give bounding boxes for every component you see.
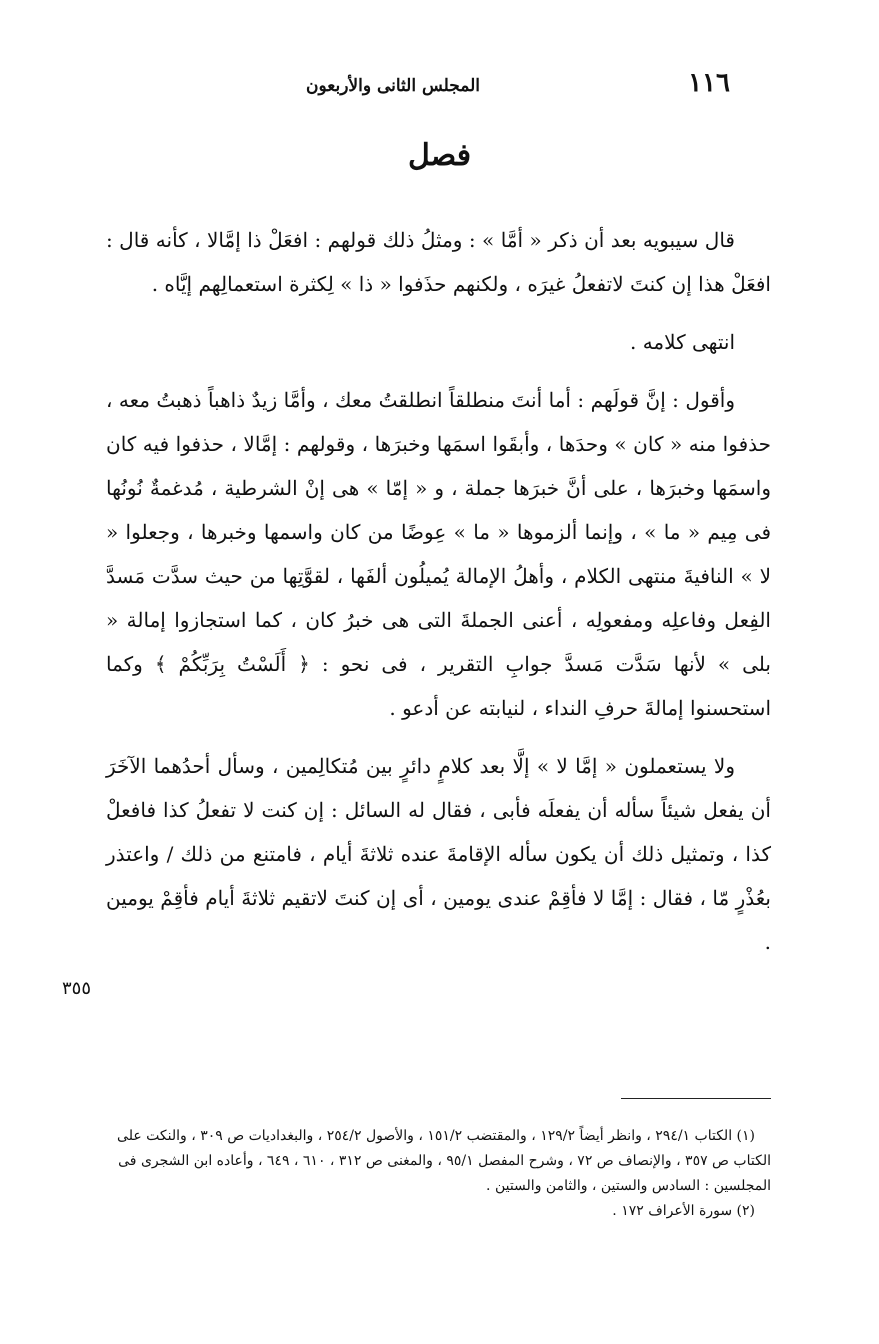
section-title bbox=[0, 138, 879, 173]
margin-page-reference: ٣٥٥ bbox=[62, 978, 92, 999]
footnote-divider bbox=[621, 1098, 771, 1099]
page-number: ١١٦ bbox=[688, 68, 730, 98]
section-title-text: فصل bbox=[407, 138, 472, 173]
running-title: المجلس الثانى والأربعون bbox=[306, 76, 480, 96]
body-text bbox=[106, 218, 771, 978]
paragraph-commentary: وأقول : إنَّ قولَهم : أما أنتَ منطلقاً انطلقتُ معك ، وأمَّا زيدٌ ذاهباً ذهبتُ معه ، حذفوا منه « كان » وحدَها ، وأبقَوا اسمَها وخبرَها ، وقولهم : إمَّالا ، حذفوا فيه كان واسمَها وخبرَها ، على أنَّ خبرَها جملة ، و « إمّا » هى إنْ الشرطية ، مُدغمةٌ نُونُها فى مِيم « ما » ، وإنما ألزموها « ما » عِوضًا من كان واسمها وخبرها ، وجعلوا « لا » النافيةَ منتهى الكلام ، وأهلُ الإمالة يُميلُون ألفَها ، لقوَّتِها من حيث سدَّت مَسدَّ الفِعل وفاعلِه ومفعولِه ، أعنى الجملةَ التى هى خبرُ كان ، كما استجازوا إمالة « بلى » لأنها سَدَّت مَسدَّ جوابِ التقرير ، فى نحو : ﴿ أَلَسْتُ بِرَبِّكُمْ ﴾ وكما استحسنوا إمالةَ حرفِ النداء ، لنيابته عن أدعو . bbox=[106, 388, 771, 720]
footnote-1: (١) الكتاب ٢٩٤/١ ، وانظر أيضاً ١٢٩/٢ ، والمقتضب ١٥١/٢ ، والأصول ٢٥٤/٢ ، والبغداديات ص ٣٠٩ ، والنكت على الكتاب ص ٣٥٧ ، والإنصاف ص ٧٢ ، وشرح المفصل ٩٥/١ ، والمغنى ص ٣١٢ ، ٦١٠ ، ٦٤٩ ، وأعاده ابن الشجرى فى المجلسين : السادس والستين ، والثامن والستين . bbox=[117, 1128, 771, 1194]
paragraph-quote: قال سيبويه بعد أن ذكر « أمَّا » : ومثلُ ذلك قولهم : افعَلْ ذا إمَّالا ، كأنه قال : افعَلْ هذا إن كنتَ لاتفعلُ غيرَه ، ولكنهم حذَفوا « ذا » لِكثرة استعمالِهم إيَّاه . bbox=[106, 228, 771, 296]
paragraph-usage: ولا يستعملون « إمَّا لا » إلَّا بعد كلامٍ دائرٍ بين مُتكالِمين ، وسأل أحدُهما الآخَرَ أن يفعل شيئاً سأله أن يفعلَه فأبى ، فقال له السائل : إن كنت لا تفعلُ كذا فافعلْ كذا ، وتمثيل ذلك أن يكون سأله الإقامةَ عنده ثلاثةَ أيام ، فامتنع من ذلك / واعتذر بعُذْرٍ مّا ، فقال : إمَّا لا فأقِمْ عندى يومين ، أى إن كنتَ لاتقيم ثلاثةَ أيام فأقِمْ يومين . bbox=[106, 754, 771, 954]
footnote-2: (٢) سورة الأعراف ١٧٢ . bbox=[612, 1203, 755, 1219]
footnotes bbox=[106, 1124, 771, 1224]
page-header bbox=[100, 68, 730, 108]
paragraph-end-quote: انتهى كلامه . bbox=[629, 330, 735, 354]
